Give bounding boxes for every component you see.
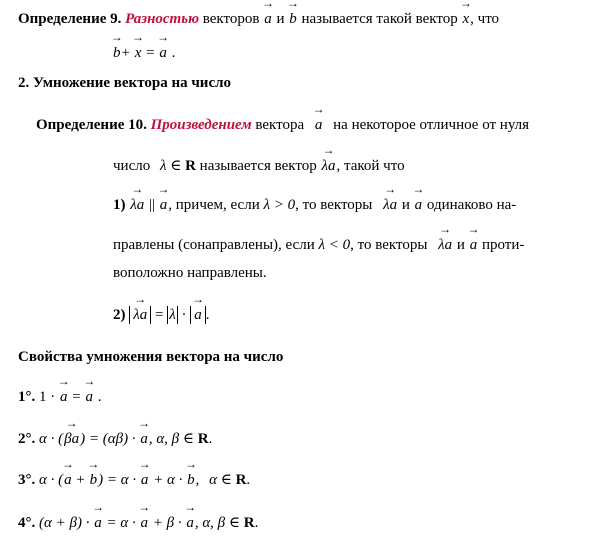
def10-text3: число [113, 158, 151, 174]
lambda-in: λ ∈ [159, 158, 182, 174]
property-2-text3: , α, β ∈ [148, 431, 195, 447]
item1-line1 [113, 196, 516, 214]
vector-lambda-a: → λa [132, 306, 148, 324]
lambda-negative: λ < 0 [318, 237, 351, 253]
item1-line2-text1: правлены (сонаправлены), если [113, 237, 315, 253]
property-4-number: 4°. [18, 515, 36, 531]
comma: , [195, 472, 200, 488]
def10-text5: , такой что [336, 158, 405, 174]
def10-line1 [36, 116, 529, 134]
item1-number: 1) [113, 197, 126, 213]
def9-label: Определение 9. [18, 11, 122, 27]
def10-line2 [113, 157, 405, 175]
property-3-alpha-in: α ∈ [209, 472, 232, 488]
vector-a: → a [139, 514, 149, 532]
vector-a: → a [469, 236, 479, 254]
period: . [205, 307, 210, 323]
property-3-plus: + α · [153, 472, 183, 488]
def10-text4: называется вектор [199, 158, 317, 174]
item2-number: 2) [113, 307, 126, 323]
vector-a: → a [159, 196, 169, 214]
vector-a: → a [158, 44, 168, 62]
property-2-number: 2°. [18, 431, 36, 447]
item2-line [113, 306, 209, 324]
vector-x: → x [134, 44, 143, 62]
item1-line2 [113, 236, 524, 254]
def9-term: Разностью [125, 11, 200, 27]
property-3 [18, 471, 250, 489]
properties-title: Свойства умножения вектора на число [18, 349, 284, 365]
section-2-title: 2. Умножение вектора на число [18, 75, 232, 91]
property-2-text1: α · ( [39, 431, 64, 447]
property-3-number: 3°. [18, 472, 36, 488]
vector-b: → b [112, 44, 122, 62]
vector-a: → a [414, 196, 424, 214]
dot-sign: · [181, 307, 187, 323]
property-4-text1: (α + β) · [39, 515, 90, 531]
def9-line1 [18, 10, 499, 28]
def9-text3: , что [470, 11, 500, 27]
item1-line2-text3: проти- [481, 237, 525, 253]
parallel-sign: || [149, 197, 156, 213]
plus-sign: + [121, 45, 130, 61]
def9-equation [112, 44, 175, 62]
vector-a: → a [84, 388, 94, 406]
period: . [171, 45, 176, 61]
def9-text1: векторов [202, 11, 260, 27]
vector-b: → b [89, 471, 99, 489]
period: . [254, 515, 259, 531]
vector-lambda-a: → λa [382, 196, 398, 214]
lambda-symbol: λ [169, 307, 176, 323]
def9-and: и [276, 11, 285, 27]
lambda-positive: λ > 0 [263, 197, 296, 213]
property-4-text4: , α, β ∈ [194, 515, 241, 531]
equals-sign: = [155, 307, 164, 323]
vector-a: → a [139, 430, 149, 448]
item1-text3: одинаково на- [426, 197, 517, 213]
property-3-text1: α · ( [39, 472, 64, 488]
abs-lambda [167, 306, 178, 324]
reals-symbol: R [185, 158, 196, 174]
reals-symbol: R [197, 431, 209, 447]
def10-text1: вектора [255, 117, 305, 133]
equals-sign: = [72, 389, 81, 405]
property-3-text2: ) = α · [98, 472, 137, 488]
property-2-text2: ) = (αβ) · [80, 431, 136, 447]
vector-x: → x [461, 10, 470, 28]
def10-label: Определение 10. [36, 117, 147, 133]
vector-lambda-a: → λa [129, 196, 145, 214]
period: . [246, 472, 251, 488]
property-4-text3: + β · [152, 515, 182, 531]
plus-sign: + [76, 472, 85, 488]
vector-b: → b [288, 10, 298, 28]
property-2 [18, 430, 212, 448]
property-4 [18, 514, 258, 532]
reals-symbol: R [235, 472, 247, 488]
vector-a: → a [263, 10, 273, 28]
vector-a: → a [314, 116, 324, 134]
period: . [97, 389, 102, 405]
property-4-text2: = α · [106, 515, 136, 531]
def10-term: Произведением [150, 117, 252, 133]
vector-a: → a [63, 471, 73, 489]
vector-a: → a [59, 388, 69, 406]
vector-b: → b [186, 471, 196, 489]
item1-text1: , причем, если [168, 197, 260, 213]
item1-line2-text2: , то векторы [350, 237, 428, 253]
property-1-number: 1°. [18, 389, 36, 405]
abs-a [190, 306, 206, 324]
equals-sign: = [146, 45, 155, 61]
abs-lambda-a [129, 306, 151, 324]
item1-and: и [401, 197, 410, 213]
vector-lambda-a: → λa [437, 236, 453, 254]
item1-line3: воположно направлены. [113, 265, 267, 281]
reals-symbol: R [243, 515, 255, 531]
item1-text2: , то векторы [295, 197, 373, 213]
vector-a: → a [93, 514, 103, 532]
vector-a: → a [193, 306, 203, 324]
property-1 [18, 388, 101, 406]
period: . [208, 431, 213, 447]
vector-a: → a [140, 471, 150, 489]
item1-line2-and: и [456, 237, 465, 253]
vector-a: → a [185, 514, 195, 532]
def9-text2: называется такой вектор [301, 11, 458, 27]
vector-lambda-a: → λa [320, 157, 336, 175]
vector-beta-a: → βa [63, 430, 80, 448]
property-1-one: 1 · [39, 389, 56, 405]
def10-text2: на некоторое отличное от нуля [333, 117, 530, 133]
